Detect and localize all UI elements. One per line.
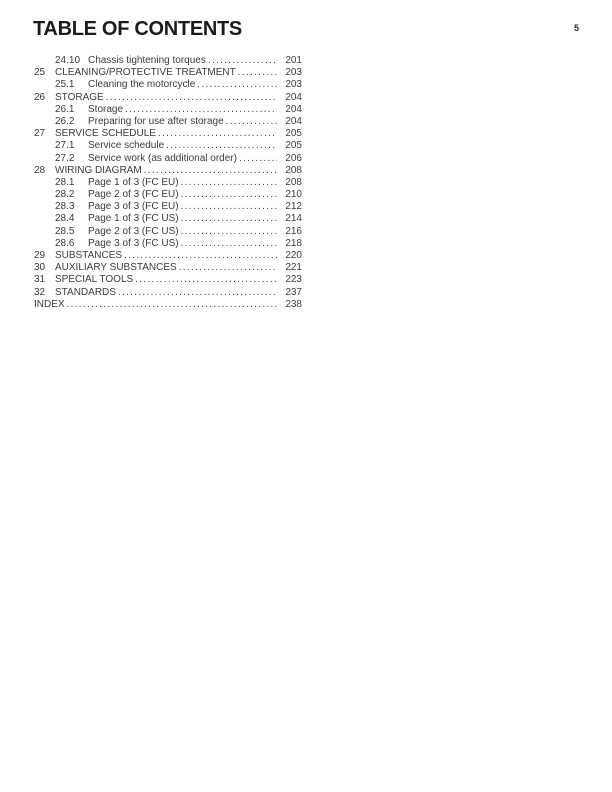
- toc-entry-number: 25: [34, 67, 46, 79]
- toc-entry-label: SPECIAL TOOLS: [55, 274, 134, 286]
- toc-leader-dots: [236, 67, 277, 79]
- toc-entry-label: INDEX: [34, 298, 65, 310]
- toc-entry-page: 216: [285, 225, 302, 237]
- table-of-contents: [34, 55, 302, 311]
- toc-leader-dots: [164, 140, 277, 152]
- toc-entry-label: Service work (as additional order): [88, 152, 237, 164]
- toc-leader-dots: [104, 92, 277, 104]
- toc-entry-label: STORAGE: [55, 91, 104, 103]
- toc-entry[interactable]: [34, 55, 302, 67]
- toc-entry-number: 25.1: [55, 79, 75, 91]
- toc-entry-page: 204: [285, 91, 302, 103]
- toc-entry-page: 220: [285, 250, 302, 261]
- toc-entry[interactable]: [34, 128, 302, 140]
- toc-leader-dots: [179, 177, 277, 189]
- toc-entry-number: 29: [34, 250, 46, 261]
- toc-entry-label: Service schedule: [88, 140, 165, 152]
- toc-entry-label: Page 1 of 3 (FC US): [88, 213, 179, 225]
- toc-entry-number: 26: [34, 91, 46, 103]
- toc-leader-dots: [179, 213, 277, 225]
- toc-entry-page: 208: [285, 176, 302, 188]
- toc-entry-number: 26.1: [55, 103, 75, 115]
- toc-leader-dots: [122, 250, 277, 262]
- toc-entry-label: SERVICE SCHEDULE: [55, 128, 156, 140]
- toc-entry-page: 201: [285, 55, 302, 66]
- toc-entry-page: 203: [285, 67, 302, 79]
- toc-leader-dots: [179, 238, 277, 250]
- toc-leader-dots: [65, 299, 277, 311]
- toc-entry-label: CLEANING/PROTECTIVE TREATMENT: [55, 67, 236, 79]
- toc-entry-number: 28.1: [55, 176, 75, 188]
- toc-leader-dots: [116, 287, 277, 299]
- toc-entry-page: 208: [285, 164, 302, 176]
- toc-entry-number: 30: [34, 262, 46, 274]
- toc-entry-number: 28.2: [55, 189, 75, 201]
- toc-entry-page: 221: [285, 262, 302, 274]
- toc-entry-page: 214: [285, 213, 302, 225]
- toc-entry[interactable]: [34, 177, 302, 189]
- page-number: 5: [573, 23, 579, 33]
- toc-leader-dots: [224, 116, 277, 128]
- toc-entry-label: Cleaning the motorcycle: [88, 79, 196, 91]
- toc-entry-number: 28.5: [55, 225, 75, 237]
- toc-leader-dots: [177, 262, 277, 274]
- toc-entry[interactable]: [34, 250, 302, 262]
- toc-entry-page: 238: [285, 298, 302, 310]
- toc-entry-number: 28: [34, 164, 46, 176]
- toc-entry-label: Page 2 of 3 (FC EU): [88, 189, 179, 201]
- toc-leader-dots: [142, 165, 277, 177]
- toc-entry-label: Page 1 of 3 (FC EU): [88, 176, 179, 188]
- toc-entry[interactable]: [34, 153, 302, 165]
- toc-entry[interactable]: [34, 79, 302, 91]
- toc-entry[interactable]: [34, 189, 302, 201]
- toc-entry[interactable]: [34, 104, 302, 116]
- toc-entry[interactable]: [34, 238, 302, 250]
- toc-leader-dots: [179, 189, 277, 201]
- toc-entry-number: 27.1: [55, 140, 75, 152]
- toc-leader-dots: [206, 55, 277, 67]
- toc-entry-label: SUBSTANCES: [55, 250, 123, 261]
- toc-entry-number: 28.3: [55, 201, 75, 213]
- toc-entry-label: AUXILIARY SUBSTANCES: [55, 262, 177, 274]
- toc-entry-page: 237: [285, 286, 302, 298]
- toc-entry[interactable]: [34, 262, 302, 274]
- toc-entry[interactable]: [34, 287, 302, 299]
- toc-entry-label: Page 3 of 3 (FC US): [88, 237, 179, 249]
- toc-entry[interactable]: [34, 67, 302, 79]
- toc-leader-dots: [156, 128, 277, 140]
- toc-entry-label: Page 2 of 3 (FC US): [88, 225, 179, 237]
- toc-entry-page: 203: [285, 79, 302, 91]
- toc-entry-page: 210: [285, 189, 302, 201]
- toc-leader-dots: [179, 201, 277, 213]
- toc-entry[interactable]: [34, 165, 302, 177]
- toc-entry-page: 223: [285, 274, 302, 286]
- toc-entry[interactable]: [34, 226, 302, 238]
- toc-entry-page: 205: [285, 140, 302, 152]
- toc-entry-number: 31: [34, 274, 46, 286]
- toc-leader-dots: [179, 226, 277, 238]
- toc-entry[interactable]: [34, 299, 302, 311]
- toc-entry-label: Storage: [88, 103, 124, 115]
- toc-entry-label: Page 3 of 3 (FC EU): [88, 201, 179, 213]
- page-title: TABLE OF CONTENTS: [33, 18, 242, 40]
- toc-entry[interactable]: [34, 140, 302, 152]
- toc-entry-label: Chassis tightening torques: [88, 55, 206, 66]
- toc-entry[interactable]: [34, 274, 302, 286]
- page-header: [33, 17, 579, 41]
- toc-entry-number: 24.10: [55, 55, 81, 66]
- toc-leader-dots: [123, 104, 277, 116]
- toc-entry-number: 27: [34, 128, 46, 140]
- toc-entry-number: 32: [34, 286, 46, 298]
- toc-entry-number: 27.2: [55, 152, 75, 164]
- toc-entry[interactable]: [34, 201, 302, 213]
- toc-entry[interactable]: [34, 213, 302, 225]
- toc-entry-label: Preparing for use after storage: [88, 115, 224, 127]
- toc-entry-number: 28.6: [55, 237, 75, 249]
- toc-entry-page: 206: [285, 152, 302, 164]
- toc-entry-page: 212: [285, 201, 302, 213]
- toc-entry-page: 204: [285, 115, 302, 127]
- toc-entry-page: 205: [285, 128, 302, 140]
- toc-entry-label: WIRING DIAGRAM: [55, 164, 142, 176]
- toc-entry[interactable]: [34, 116, 302, 128]
- toc-leader-dots: [195, 79, 277, 91]
- toc-entry[interactable]: [34, 92, 302, 104]
- toc-entry-number: 26.2: [55, 115, 75, 127]
- toc-entry-page: 218: [285, 237, 302, 249]
- toc-entry-number: 28.4: [55, 213, 75, 225]
- toc-leader-dots: [133, 274, 277, 286]
- toc-entry-page: 204: [285, 103, 302, 115]
- toc-entry-label: STANDARDS: [55, 286, 116, 298]
- toc-leader-dots: [237, 153, 277, 165]
